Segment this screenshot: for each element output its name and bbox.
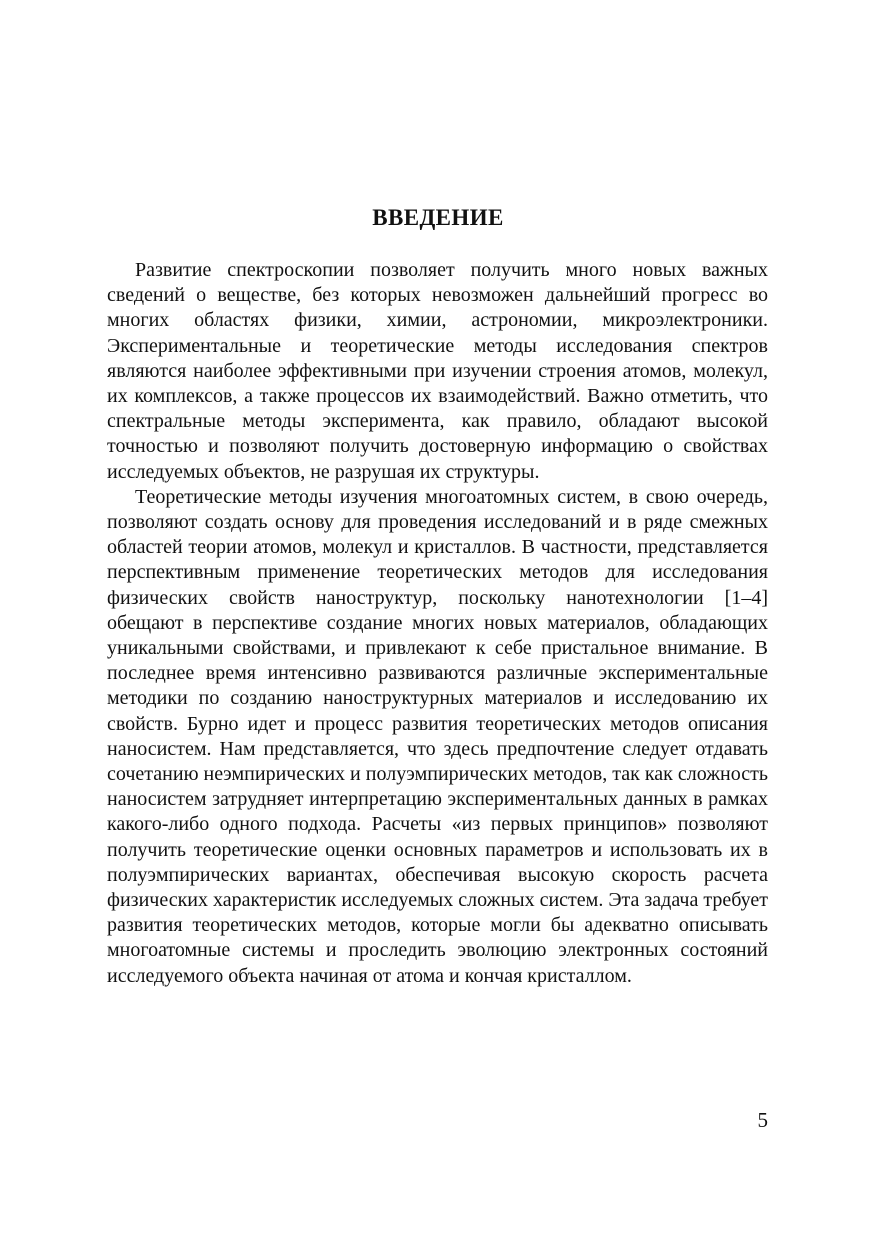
paragraph-1: Развитие спектроскопии позволяет получить много новых важных сведений о веществе, без которых невозможен дальнейший прогресс во многих областях физики, химии, астрономии, микроэлектроники. Экспериментальные и теоретические методы исследования спектров являются наиболее эффективными при изучении строения атомов, молекул, их комплексов, а также процессов их взаимодействий. Важно отметить, что спектральные методы эксперимента, как правило, обладают высокой точностью и позволяют получить достоверную информацию о свойствах исследуемых объектов, не разрушая их структуры.: [107, 259, 768, 483]
page-number: 5: [757, 1108, 768, 1132]
page-title: ВВЕДЕНИЕ: [372, 205, 504, 230]
body-text: [107, 258, 768, 989]
paragraph-2: Теоретические методы изучения многоатомных систем, в свою очередь, позволяют создать основу для проведения исследований и в ряде смежных областей теории атомов, молекул и кристаллов. В частности, представляется перспективным применение теоретических методов для исследования физических свойств наноструктур, поскольку нанотехнологии [1–4] обещают в перспективе создание многих новых материалов, обладающих уникальными свойствами, и привлекают к себе пристальное внимание. В последнее время интенсивно развиваются различные экспериментальные методики по созданию наноструктурных материалов и исследованию их свойств. Бурно идет и процесс развития теоретических методов описания наносистем. Нам представляется, что здесь предпочтение следует отдавать сочетанию неэмпирических и полуэмпирических методов, так как сложность наносистем затрудняет интерпретацию экспериментальных данных в рамках какого-либо одного подхода. Расчеты «из первых принципов» позволяют получить теоретические оценки основных параметров и использовать их в полуэмпирических вариантах, обеспечивая высокую скорость расчета физических характеристик исследуемых сложных систем. Эта задача требует развития теоретических методов, которые могли бы адекватно описывать многоатомные системы и проследить эволюцию электронных состояний исследуемого объекта начиная от атома и кончая кристаллом.: [107, 485, 768, 987]
